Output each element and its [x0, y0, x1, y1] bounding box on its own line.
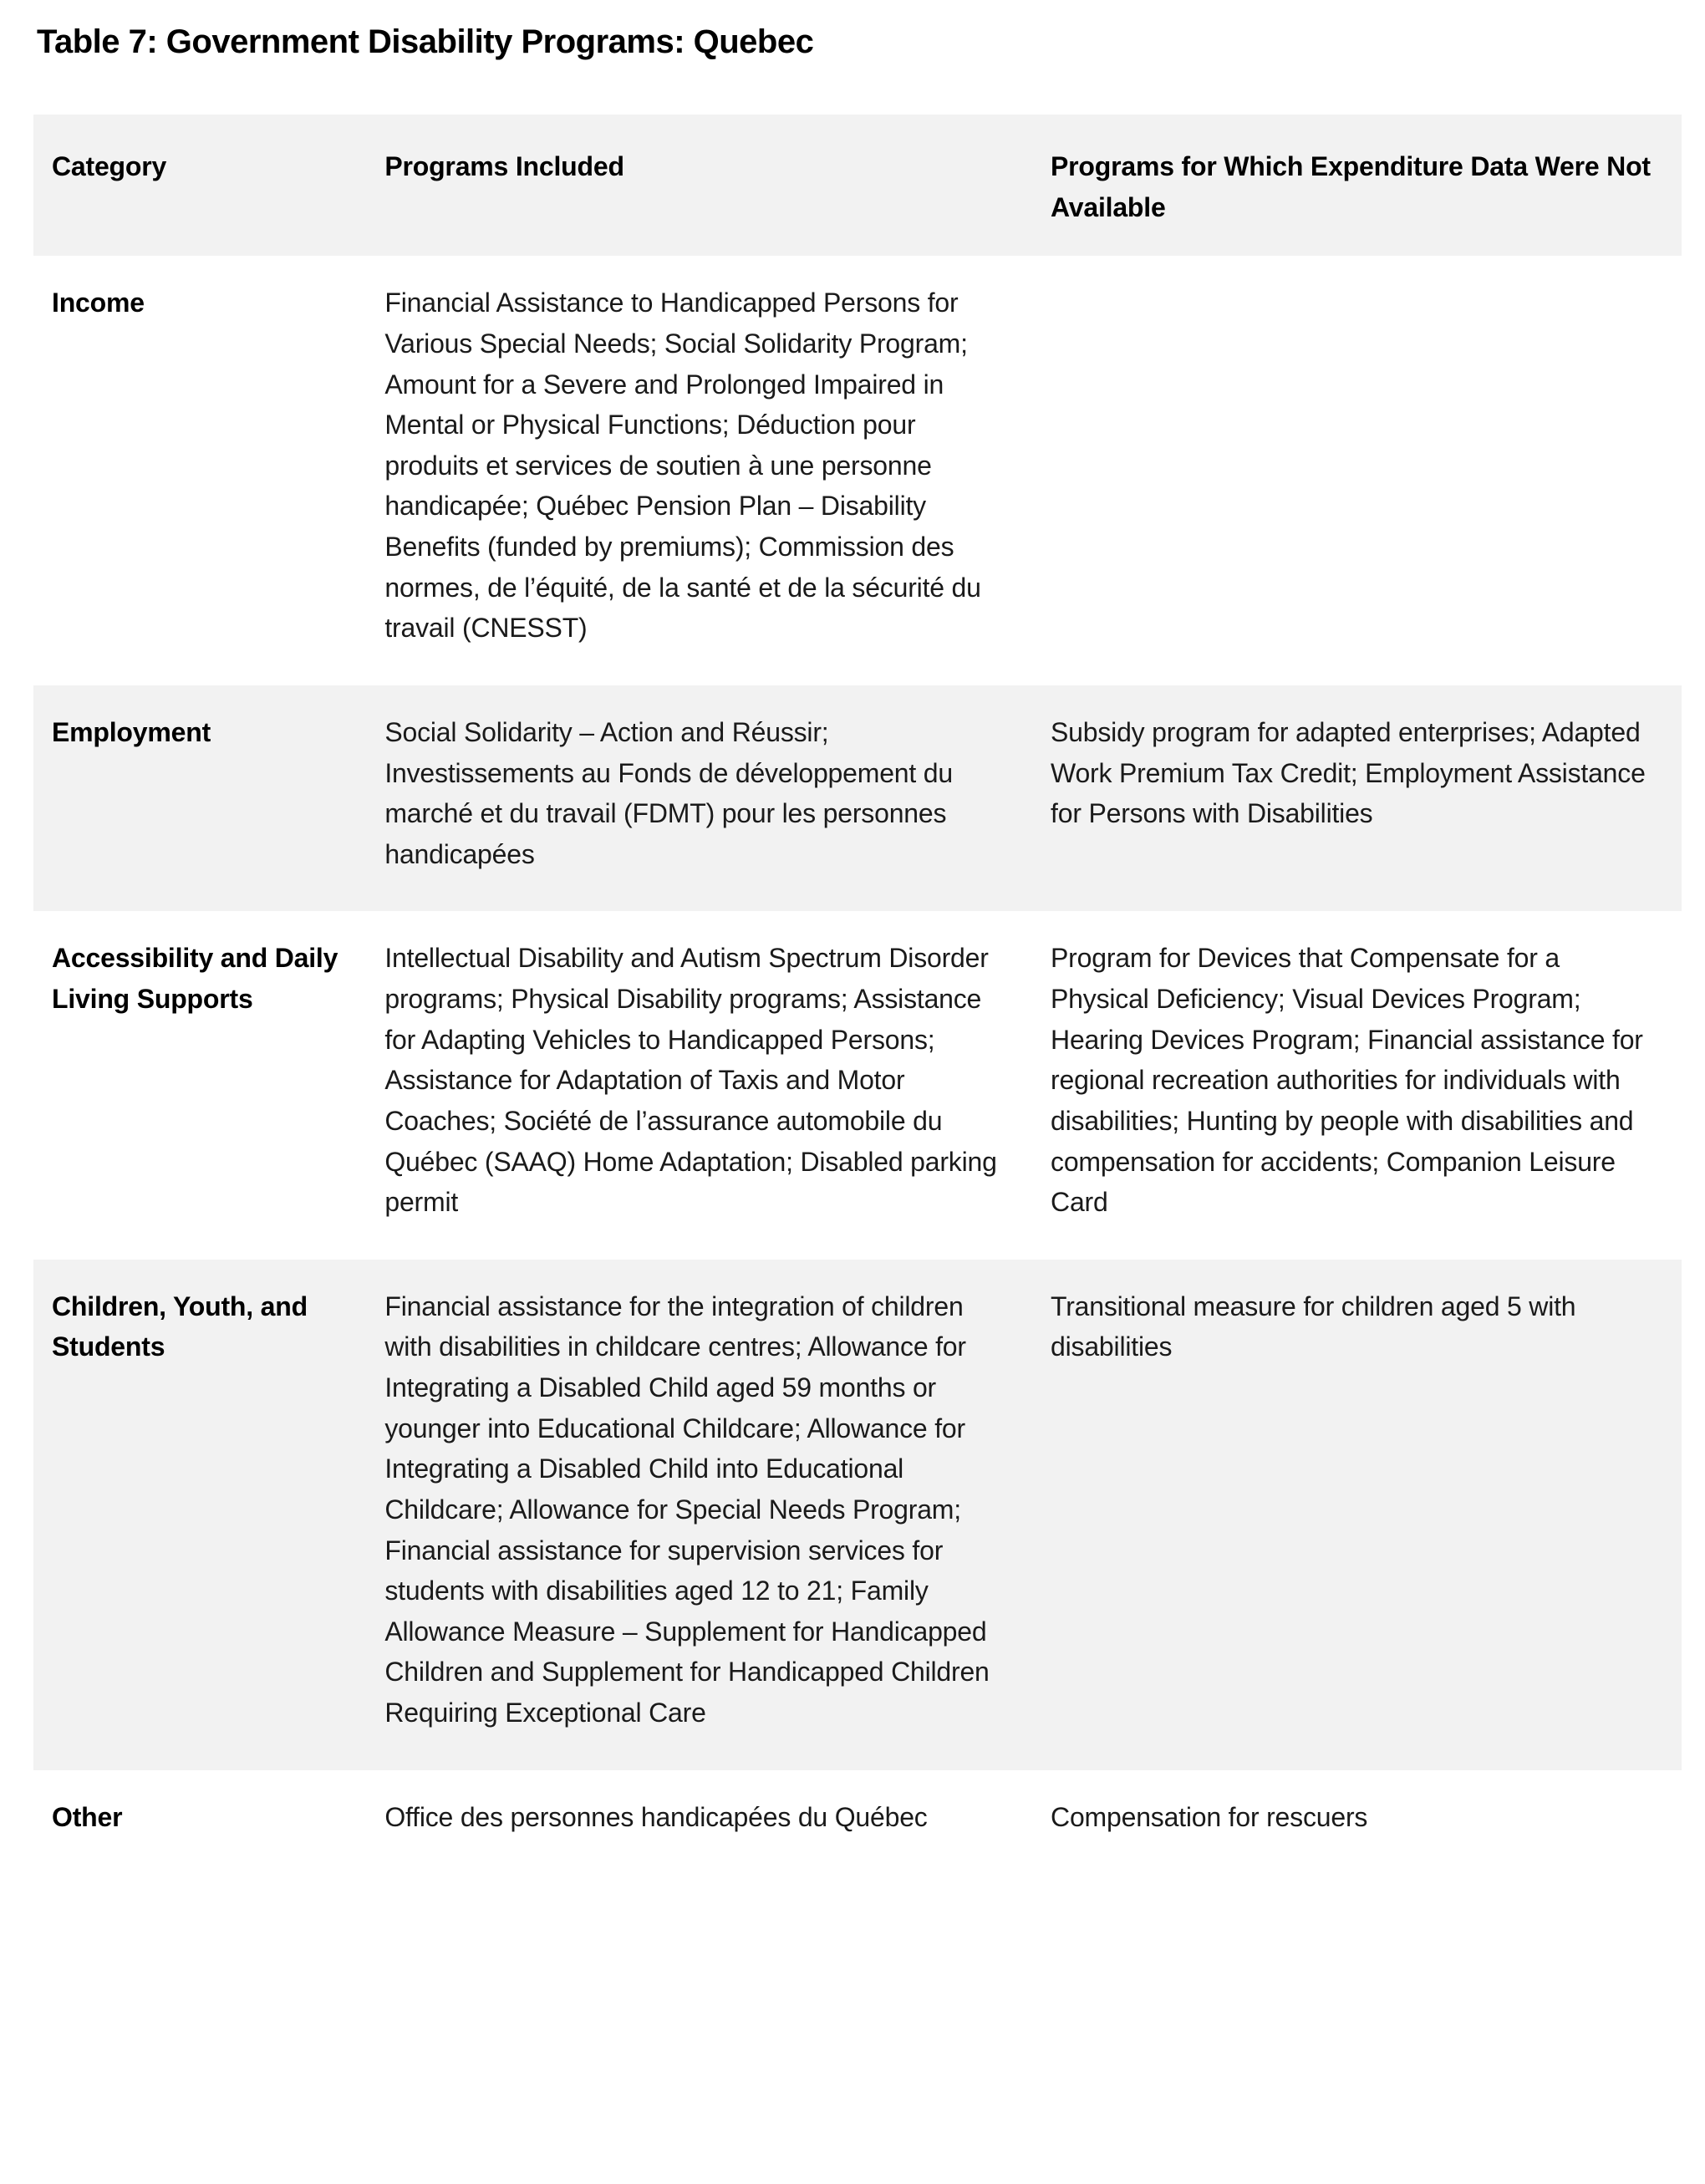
column-header-programs-without-expenditure-data: Programs for Which Expenditure Data Were Not Available — [1051, 151, 1651, 222]
category-cell: Income — [52, 288, 145, 318]
programs-without-expenditure-data-cell: Transitional measure for children aged 5 with disabilities — [1051, 1291, 1576, 1362]
programs-included-cell: Financial Assistance to Handicapped Persons for Various Special Needs; Social Solidarity Program; Amount for a Severe and Prolonged Impaired in Mental or Physical Functions; Déduction pour produits et services de soutien à une personne handicapée; Québec Pension Plan – Disability Benefits (funded by premiums); Commission des normes, de l’équité, de la santé et de la sécurité du travail (CNESST) — [384, 288, 981, 644]
table-row-other — [33, 1770, 1682, 1875]
programs-included-cell: Financial assistance for the integration of children with disabilities in childcare centres; Allowance for Integrating a Disabled Child aged 59 months or younger into Educational Childcare; Allowance for Integrating a Disabled Child into Educational Childcare; Allowance for Special Needs Program; Financial assistance for supervision services for students with disabilities aged 12 to 21; Family Allowance Measure – Supplement for Handicapped Children and Supplement for Handicapped Children Requiring Exceptional Care — [384, 1291, 990, 1728]
programs-included-cell: Office des personnes handicapées du Québec — [384, 1801, 928, 1832]
table-row-income — [33, 256, 1682, 685]
table-title: Table 7: Government Disability Programs: Quebec — [37, 23, 814, 60]
table-row-accessibility-and-daily-living-supports — [33, 911, 1682, 1259]
category-cell: Employment — [52, 716, 211, 747]
disability-programs-table — [33, 115, 1682, 1874]
programs-included-cell: Social Solidarity – Action and Réussir; Investissements au Fonds de développement du marché et du travail (FDMT) pour les personnes handicapées — [384, 716, 953, 869]
header-row — [33, 115, 1682, 256]
category-cell: Accessibility and Daily Living Supports — [52, 943, 338, 1014]
programs-without-expenditure-data-cell: Compensation for rescuers — [1051, 1801, 1368, 1832]
category-cell: Children, Youth, and Students — [52, 1291, 308, 1362]
programs-without-expenditure-data-cell: Program for Devices that Compensate for a Physical Deficiency; Visual Devices Program; Hearing Devices Program; Financial assistance for regional recreation authorities for individuals with disabilities; Hunting by people with disabilities and compensation for accidents; Companion Leisure Card — [1051, 943, 1643, 1218]
category-cell: Other — [52, 1801, 123, 1832]
table-row-children-youth-and-students — [33, 1260, 1682, 1770]
column-header-category: Category — [52, 151, 167, 181]
programs-included-cell: Intellectual Disability and Autism Spectrum Disorder programs; Physical Disability programs; Assistance for Adapting Vehicles to Handicapped Persons; Assistance for Adaptation of Taxis and Motor Coaches; Société de l’assurance automobile du Québec (SAAQ) Home Adaptation; Disabled parking permit — [384, 943, 997, 1218]
table-row-employment — [33, 685, 1682, 912]
programs-without-expenditure-data-cell — [1032, 256, 1682, 685]
programs-without-expenditure-data-cell: Subsidy program for adapted enterprises; Adapted Work Premium Tax Credit; Employment Assistance for Persons with Disabilities — [1051, 716, 1646, 829]
column-header-programs-included: Programs Included — [384, 151, 624, 181]
